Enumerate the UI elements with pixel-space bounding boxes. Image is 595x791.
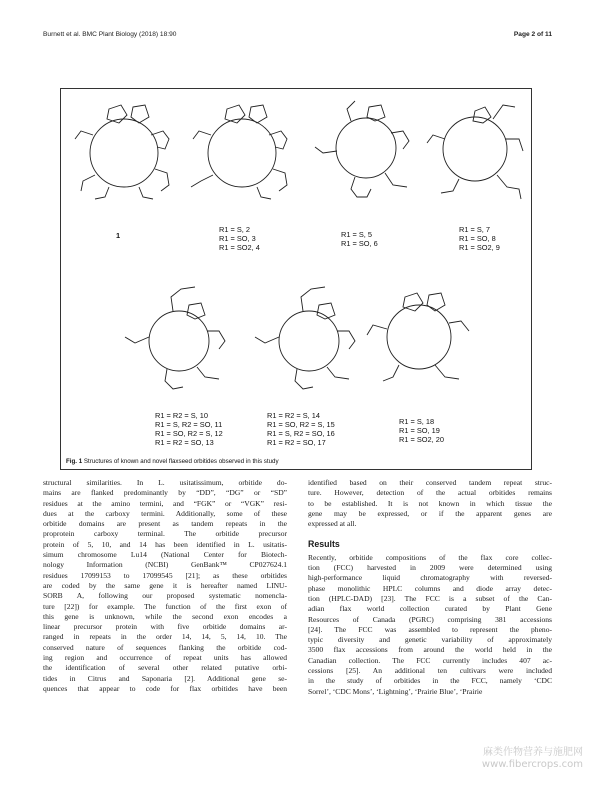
text-line: high-performance liquid chromatography with reversed- — [308, 573, 552, 583]
text-line: structural similarities. In L. usitatissimum, orbitide do- — [43, 478, 287, 487]
results-paragraph — [308, 553, 552, 697]
figure-1 — [60, 88, 532, 470]
text-line: [24]. The FCC was assembled to represent the pheno- — [308, 624, 552, 634]
compound-label-line: R1 = S, 18 — [399, 417, 435, 426]
text-line: residues 17099153 to 17099545 [21]; as these orbitides — [43, 570, 287, 580]
compound-label-line: R1 = R2 = SO, 17 — [267, 438, 326, 447]
compound-label-line: R1 = R2 = S, 14 — [267, 411, 320, 420]
compound-label-line: R1 = SO2, 4 — [219, 243, 260, 252]
figure-caption — [66, 458, 279, 465]
text-line: are coded by the same gene it is hereafter named LINU- — [43, 580, 287, 590]
structure-14-17 — [251, 281, 366, 401]
text-line: conserved nature of sequences flanking the orbitide cod- — [43, 642, 287, 652]
structure-2-4 — [187, 95, 297, 205]
right-column-intro — [308, 478, 552, 529]
compound-label-line: R1 = S, 5 — [341, 230, 373, 239]
compound-label-line: R1 = SO, R2 = S, 15 — [267, 420, 335, 429]
label-compounds-5-6 — [341, 230, 378, 248]
structure-10-13 — [121, 281, 236, 401]
text-line: tides in Citrus and Saponaria [2]. Additional gene se- — [43, 673, 287, 683]
watermark-line: www.fibercrops.com — [481, 759, 583, 770]
text-line: 3500 flax accessions from around the world held in the — [308, 645, 552, 655]
text-line: dues at the carboxy termini. Additionally, some of these — [43, 508, 287, 518]
text-line: proprotein carboxy terminal. The orbitide precursor — [43, 529, 287, 539]
text-line: simum chromosome Lu14 (National Center for Biotech- — [43, 550, 287, 560]
compound-label-line: R1 = S, 7 — [459, 225, 491, 234]
text-line: ture. However, detection of the actual orbitides remains — [308, 488, 552, 498]
watermark — [482, 747, 583, 771]
text-line: identified based on their conserved tandem repeat struc- — [308, 478, 552, 487]
running-header: Burnett et al. BMC Plant Biology (2018) 18:90 — [43, 31, 177, 38]
compound-label-line: R1 = R2 = S, 10 — [155, 411, 208, 420]
text-line: SORB A, following our proposed systematic nomencla- — [43, 591, 287, 601]
text-line: Sorrel’, ‘CDC Mons’, ‘Lightning’, ‘Prairie Blue’, ‘Prairie — [308, 686, 483, 696]
text-line: ing region and occurrence of repeat units has allowed — [43, 653, 287, 663]
compound-label-line: R1 = SO, 3 — [219, 234, 256, 243]
text-line: mains are flanked predominantly by “DD”, “DG” or “SD” — [43, 488, 287, 498]
compound-label-line: R1 = SO, 8 — [459, 234, 496, 243]
compound-label-line: R1 = S, R2 = SO, 11 — [155, 420, 223, 429]
text-line: tion (FCC) harvested in 2009 were determined using — [308, 563, 552, 573]
caption-text: Structures of known and novel flaxseed orbitides observed in this study — [83, 458, 279, 465]
compound-label-line: R1 = SO, 19 — [399, 426, 440, 435]
text-line: to be established. It is not known in which tissue the — [308, 498, 552, 508]
text-line: quences that appear to code for flax orbitides have been — [43, 683, 287, 693]
structure-5-6 — [311, 93, 421, 213]
structure-1 — [69, 95, 179, 205]
text-line: this gene is unknown, while the second exon encodes a — [43, 611, 287, 621]
compound-label-line: R1 = SO, 6 — [341, 239, 378, 248]
page-header — [43, 31, 552, 43]
text-line: gene may be expressed, or if the apparent genes are — [308, 508, 552, 518]
watermark-line: 麻类作物营养与施肥网 — [483, 747, 583, 758]
text-line: cessions [25]. An additional ten cultivars were included — [308, 666, 552, 676]
text-line: adian flax world collection curated by Plant Gene — [308, 604, 552, 614]
compound-label-line: R1 = SO2, 9 — [459, 243, 500, 252]
text-line: Resources of Canada (PGRC) comprising 381 accessions — [308, 614, 552, 624]
caption-label: Fig. 1 — [66, 458, 83, 465]
text-line: linear precursor protein with five orbitide domains ar- — [43, 622, 287, 632]
compound-label-line: R1 = S, R2 = SO, 16 — [267, 429, 335, 438]
compound-label-line: R1 = R2 = SO, 13 — [155, 438, 214, 447]
left-column — [43, 478, 287, 694]
text-line: nology Information (NCBI) GenBank™ CP027624.1 — [43, 560, 287, 570]
label-compounds-7-9 — [459, 225, 500, 252]
text-line: typic diversity and genetic variability of approximately — [308, 635, 552, 645]
text-line: Recently, orbitide compositions of the flax core collec- — [308, 552, 552, 562]
compound-label-line: R1 = SO, R2 = S, 12 — [155, 429, 223, 438]
text-line: ture [22]) for example. The function of the first exon of — [43, 601, 287, 611]
label-compounds-10-13 — [155, 411, 223, 447]
right-column — [308, 478, 552, 697]
text-line: protein of 5, 10, and 14 has been identified in L. usitatis- — [43, 539, 287, 549]
text-line: expressed at all. — [308, 519, 357, 529]
text-line: the identification of several other related putative orbi- — [43, 663, 287, 673]
text-line: residues at the amino termini, and “FGK” or “VGK” resi- — [43, 498, 287, 508]
text-line: orbitide domains are present as tandem repeats in the — [43, 519, 287, 529]
text-line: in the study of orbitides in the FCC, namely ‘CDC — [308, 676, 552, 686]
structure-7-9 — [423, 93, 528, 213]
compound-label-line: R1 = S, 2 — [219, 225, 251, 234]
label-compounds-2-4 — [219, 225, 260, 252]
text-line: tion (HPLC-DAD) [23]. The FCC is a subset of the Can- — [308, 593, 552, 603]
compound-label-line: 1 — [116, 231, 121, 240]
results-heading: Results — [308, 539, 340, 550]
page-number: Page 2 of 11 — [513, 31, 552, 38]
compound-label-line: R1 = SO2, 20 — [399, 435, 444, 444]
text-line: Canadian collection. The FCC currently includes 407 ac- — [308, 655, 552, 665]
text-line: ranged in repeats in the order 14, 14, 5, 14, 10. The — [43, 632, 287, 642]
label-compounds-18-20 — [399, 417, 444, 444]
label-compounds-14-17 — [267, 411, 335, 447]
label-compound-1 — [116, 231, 120, 240]
text-line: phase monolithic HPLC columns and diode array detec- — [308, 583, 552, 593]
structure-18-20 — [361, 279, 476, 399]
